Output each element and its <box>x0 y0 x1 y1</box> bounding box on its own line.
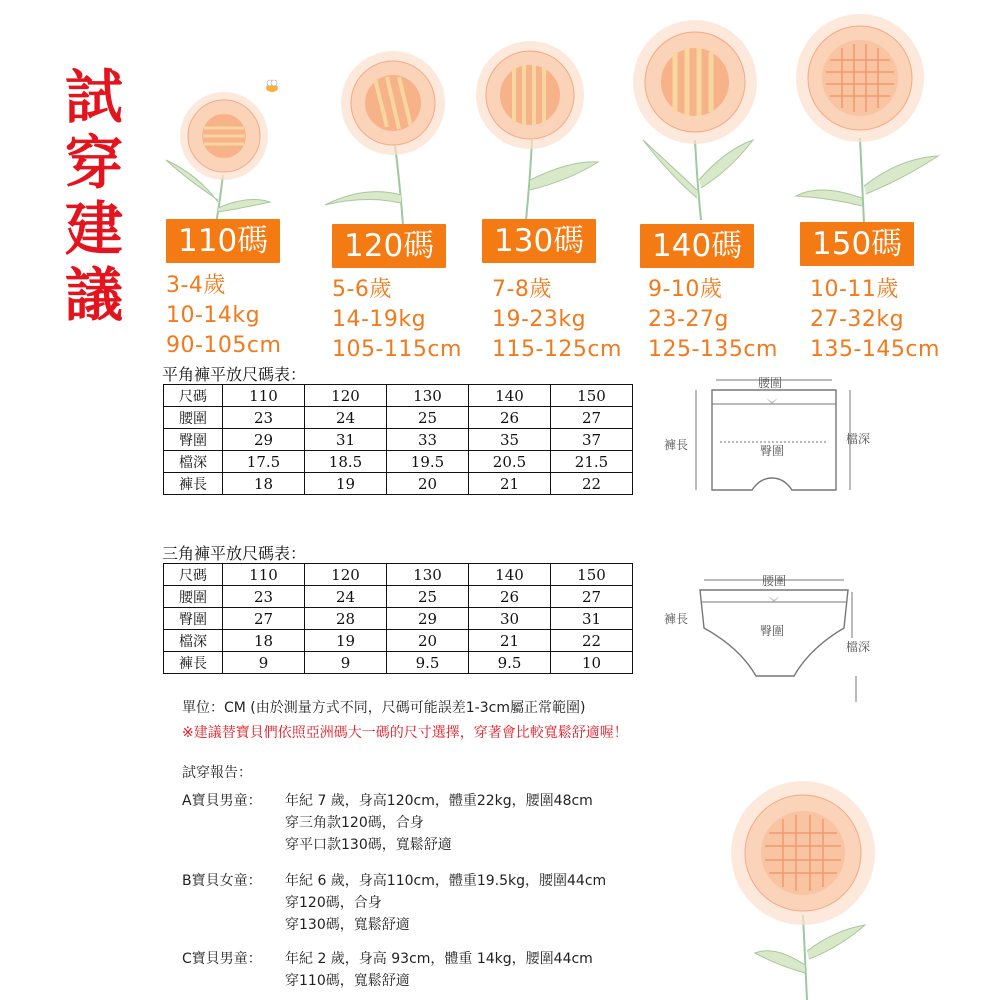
table-cell: 20.5 <box>469 451 551 473</box>
table-cell: 28 <box>305 608 387 630</box>
title-char: 建 <box>64 195 123 263</box>
table-row <box>164 429 633 451</box>
sunflower-icon <box>315 45 465 225</box>
table-cell: 30 <box>469 608 551 630</box>
sunflower-icon <box>625 10 775 220</box>
age-range: 7-8歲 <box>492 277 552 302</box>
row-label: 臀圍 <box>164 608 223 630</box>
table-cell: 150 <box>551 385 633 407</box>
table-cell: 23 <box>223 586 305 608</box>
report-line: 年紀 7 歲，身高120cm，體重22kg，腰圍48cm <box>285 793 593 809</box>
brief-size-table <box>163 563 633 674</box>
table-cell: 17.5 <box>223 451 305 473</box>
table-cell: 33 <box>387 429 469 451</box>
size-badge: 150碼 <box>800 222 914 266</box>
table-cell: 130 <box>387 564 469 586</box>
table-cell: 130 <box>387 385 469 407</box>
brief-diagram <box>660 568 890 712</box>
table-cell: 25 <box>387 407 469 429</box>
table-cell: 24 <box>305 586 387 608</box>
table-cell: 37 <box>551 429 633 451</box>
table-cell: 19 <box>305 473 387 495</box>
waist-label: 腰圍 <box>762 574 787 588</box>
row-label: 尺碼 <box>164 564 223 586</box>
table-cell: 20 <box>387 630 469 652</box>
hip-label: 臀圍 <box>760 444 785 458</box>
report-subject: C寶貝男童： <box>182 951 262 967</box>
weight-range: 23-27g <box>648 307 729 332</box>
size-info <box>332 275 462 365</box>
table-cell: 18.5 <box>305 451 387 473</box>
sunflower-icon <box>715 775 890 1000</box>
table-cell: 24 <box>305 407 387 429</box>
height-range: 125-135cm <box>648 337 778 362</box>
height-range: 115-125cm <box>492 337 622 362</box>
table-row <box>164 608 633 630</box>
rise-label: 檔深 <box>846 432 871 446</box>
table-cell: 27 <box>223 608 305 630</box>
report-line: 穿三角款120碼，合身 <box>285 815 424 831</box>
report-line: 穿110碼，寬鬆舒適 <box>285 973 410 989</box>
hip-label: 臀圍 <box>760 624 785 638</box>
sunflower-icon <box>470 30 620 220</box>
report-heading: 試穿報告： <box>182 765 252 781</box>
row-label: 檔深 <box>164 630 223 652</box>
table-cell: 120 <box>305 564 387 586</box>
table-cell: 22 <box>551 473 633 495</box>
sunflower-icon <box>790 8 950 223</box>
report-line: 年紀 2 歲，身高 93cm，體重 14kg，腰圍44cm <box>285 951 593 967</box>
table-cell: 19.5 <box>387 451 469 473</box>
size-info <box>166 271 281 361</box>
table-row <box>164 564 633 586</box>
age-range: 10-11歲 <box>810 277 899 302</box>
report-subject: B寶貝女童： <box>182 873 262 889</box>
brief-table-title: 三角褲平放尺碼表： <box>162 544 307 563</box>
table-cell: 21.5 <box>551 451 633 473</box>
title-char: 議 <box>64 261 123 329</box>
table-cell: 18 <box>223 473 305 495</box>
table-cell: 31 <box>305 429 387 451</box>
age-range: 3-4歲 <box>166 273 226 298</box>
height-range: 105-115cm <box>332 337 462 362</box>
height-range: 135-145cm <box>810 337 940 362</box>
report-line: 年紀 6 歲，身高110cm，體重19.5kg，腰圍44cm <box>285 873 607 889</box>
table-cell: 29 <box>223 429 305 451</box>
table-cell: 140 <box>469 564 551 586</box>
table-cell: 23 <box>223 407 305 429</box>
table-cell: 19 <box>305 630 387 652</box>
row-label: 臀圍 <box>164 429 223 451</box>
weight-range: 27-32kg <box>810 307 905 332</box>
table-cell: 18 <box>223 630 305 652</box>
sunflower-icon <box>158 90 298 225</box>
size-recommendation-note: ※建議替寶貝們依照亞洲碼大一碼的尺寸選擇，穿著會比較寬鬆舒適喔！ <box>182 725 628 741</box>
boxer-diagram <box>660 370 890 524</box>
unit-note: 單位：CM (由於測量方式不同，尺碼可能誤差1-3cm屬正常範圍) <box>182 700 586 716</box>
size-info <box>810 275 940 365</box>
rise-label: 檔深 <box>846 640 871 654</box>
table-cell: 35 <box>469 429 551 451</box>
boxer-size-table <box>163 384 633 495</box>
boxer-table-title: 平角褲平放尺碼表： <box>162 365 307 384</box>
row-label: 褲長 <box>164 652 223 674</box>
table-cell: 25 <box>387 586 469 608</box>
table-row <box>164 630 633 652</box>
row-label: 腰圍 <box>164 407 223 429</box>
table-cell: 110 <box>223 385 305 407</box>
table-cell: 27 <box>551 586 633 608</box>
row-label: 檔深 <box>164 451 223 473</box>
table-cell: 10 <box>551 652 633 674</box>
table-row <box>164 385 633 407</box>
table-cell: 9.5 <box>469 652 551 674</box>
table-cell: 21 <box>469 630 551 652</box>
table-cell: 9 <box>305 652 387 674</box>
fitting-report <box>182 762 702 992</box>
length-label: 褲長 <box>664 612 689 626</box>
table-cell: 22 <box>551 630 633 652</box>
waist-label: 腰圍 <box>758 376 783 390</box>
table-cell: 20 <box>387 473 469 495</box>
table-row <box>164 473 633 495</box>
size-info <box>648 275 778 365</box>
table-cell: 110 <box>223 564 305 586</box>
size-badge: 130碼 <box>482 219 596 263</box>
size-info <box>492 275 622 365</box>
length-label: 褲長 <box>664 438 689 452</box>
weight-range: 10-14kg <box>166 303 261 328</box>
report-line: 穿平口款130碼，寬鬆舒適 <box>285 837 452 853</box>
table-cell: 26 <box>469 586 551 608</box>
size-badge: 110碼 <box>166 219 280 263</box>
height-range: 90-105cm <box>166 333 282 358</box>
table-row <box>164 652 633 674</box>
age-range: 5-6歲 <box>332 277 392 302</box>
report-line: 穿120碼，合身 <box>285 895 382 911</box>
table-cell: 21 <box>469 473 551 495</box>
table-cell: 9 <box>223 652 305 674</box>
table-cell: 31 <box>551 608 633 630</box>
table-cell: 26 <box>469 407 551 429</box>
size-badge: 120碼 <box>332 224 446 268</box>
table-cell: 150 <box>551 564 633 586</box>
size-badge: 140碼 <box>640 224 754 268</box>
table-cell: 27 <box>551 407 633 429</box>
vertical-title <box>62 64 126 328</box>
row-label: 褲長 <box>164 473 223 495</box>
table-cell: 140 <box>469 385 551 407</box>
title-char: 穿 <box>64 129 123 197</box>
weight-range: 14-19kg <box>332 307 427 332</box>
report-line: 穿130碼，寬鬆舒適 <box>285 917 410 933</box>
report-subject: A寶貝男童： <box>182 793 262 809</box>
table-cell: 120 <box>305 385 387 407</box>
age-range: 9-10歲 <box>648 277 723 302</box>
weight-range: 19-23kg <box>492 307 587 332</box>
title-char: 試 <box>64 63 123 131</box>
table-cell: 9.5 <box>387 652 469 674</box>
table-row <box>164 407 633 429</box>
row-label: 尺碼 <box>164 385 223 407</box>
table-cell: 29 <box>387 608 469 630</box>
table-row <box>164 586 633 608</box>
row-label: 腰圍 <box>164 586 223 608</box>
table-row <box>164 451 633 473</box>
